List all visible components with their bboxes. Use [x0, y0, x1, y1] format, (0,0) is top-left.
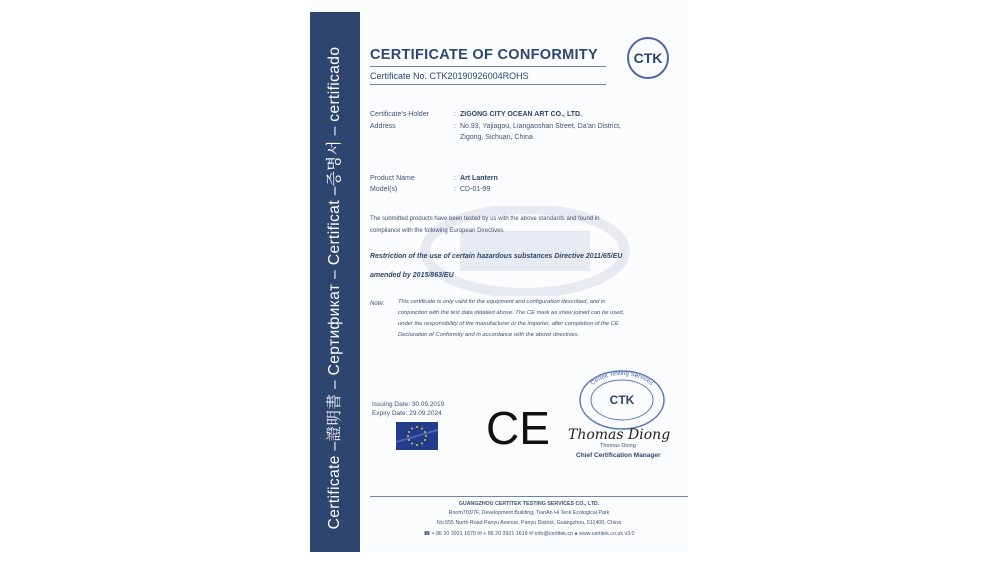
note-line-3: under the responsibility of the manufacturer or the importer, after completion of the CE [398, 321, 619, 327]
ctk-logo-icon [626, 36, 670, 80]
directive-line-1: Restriction of the use of certain hazardous substances Directive 2011/65/EU [370, 253, 623, 260]
certificate-title: CERTIFICATE OF CONFORMITY [370, 47, 598, 63]
note-line-2: conjunction with the test data detailed above. The CE mark as show joined can be used, [398, 310, 625, 316]
sidebar-band [310, 12, 360, 552]
note-label: Note: [370, 301, 385, 307]
product-colon: : [454, 175, 456, 182]
issuing-date: Issuing Date: 30.09.2019 [372, 401, 445, 408]
footer-company: GUANGZHOU CERTITEK TESTING SERVICES CO., LTD. [458, 501, 600, 507]
holder-colon: : [454, 111, 456, 118]
note-text [398, 297, 674, 341]
note-line-4: Declaration of Conformity and in accordance with the above directives. [398, 332, 580, 338]
signatory-name: Thomas Diong [600, 443, 636, 449]
holder-label: Certificate's Holder [370, 111, 429, 118]
logo-text: CTK [633, 50, 663, 66]
certificate-number: Certificate No. CTK20190926004ROHS [370, 71, 529, 81]
note-line-1: This certificate is only valid for the equipment and configuration described, and in [398, 299, 606, 305]
model-label: Model(s) [370, 186, 398, 193]
title-rule [370, 66, 606, 67]
svg-text:Certek Testing Services [590, 371, 654, 387]
statement-line-1: The submitted products have been tested by us with the above standards and found in [370, 216, 600, 222]
sidebar-multilingual-text: Certificate –證明書 – Сертификат – Certificat –증명서 – certificado [326, 46, 343, 530]
number-rule [370, 84, 606, 85]
footer-address-line-1: Room703/7F, Development Building, TianAn Hi Teck Ecological Park [448, 510, 610, 516]
address-label: Address [370, 123, 396, 130]
certificate-page [310, 0, 688, 552]
signatory-title: Chief Certification Manager [576, 452, 661, 459]
eu-flag-icon [396, 422, 438, 450]
model-colon: : [454, 186, 456, 193]
ce-mark-icon [484, 402, 552, 450]
product-value: Art Lantern [460, 175, 498, 182]
seal-ring-text: Certek Testing Services [590, 370, 654, 387]
directive-line-2: amended by 2015/863/EU [370, 272, 454, 279]
address-line-2: Zigong, Sichuan, China [460, 134, 533, 141]
company-seal-icon [578, 369, 666, 431]
statement-line-2: compliance with the following European Directives [370, 228, 504, 234]
footer-rule [370, 496, 688, 497]
model-value: CD-01-99 [460, 186, 491, 193]
footer-address-line-2: No.555 North Road Panyu Avenue, Panyu District, Guangzhou, 511400, China [436, 520, 622, 526]
address-line-1: No.93, Yajiagou, Liangaoshan Street, Da'an District, [460, 123, 622, 130]
product-label: Product Name [370, 175, 415, 182]
footer-contact: ☎ + 86 20 3921 1670 ✉ + 86 20 3921 1619 ✉ info@certitek.cn ● www.certitek.co.uk v3.0 [423, 531, 635, 537]
expiry-date: Expiry Date: 29.09.2024 [372, 410, 442, 417]
holder-value: ZIGONG CITY OCEAN ART CO., LTD. [460, 111, 582, 118]
signature: Thomas Diong [568, 427, 671, 443]
ce-mark-text: CE [486, 402, 550, 450]
address-colon: : [454, 123, 456, 130]
seal-center-text: CTK [609, 393, 635, 407]
